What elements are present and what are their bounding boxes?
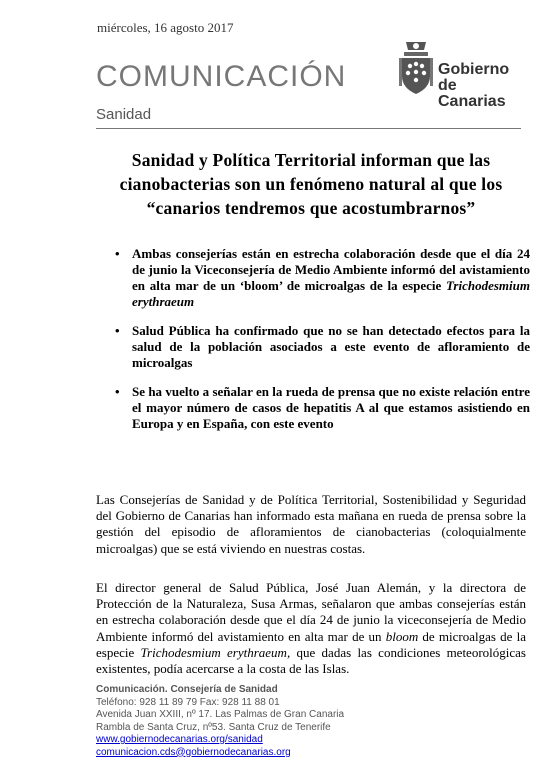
- bullet-dot-icon: •: [115, 384, 120, 399]
- footer-address-2: Rambla de Santa Cruz, nº53. Santa Cruz de Tenerife: [96, 721, 331, 733]
- paragraph-text-mid: de microalgas de la especie: [96, 628, 526, 660]
- footer-address-1: Avenida Juan XXIII, nº 17. Las Palmas de Gran Canaria: [96, 709, 345, 720]
- paragraph-text: Las Consejerías de Sanidad y de Política Territorial, Sostenibilidad y Seguridad del Gobierno de Canarias han informado esta mañana en rueda de prensa sobre la gestión del episodio de afloramientos de cianobacterias (coloquialmente microalgas) que se está viviendo en nuestras costas.: [96, 492, 526, 556]
- logo-line-1: Gobierno: [438, 61, 510, 78]
- bullet-text: Ambas consejerías están en estrecha colaboración desde que el día 24 de junio la Viceconsejería de Medio Ambiente informó del avistamiento en alta mar de un ‘bloom’ de microalgas de la especie: [132, 246, 530, 293]
- logo-line-2: de Canarias: [438, 77, 506, 110]
- paragraph-italic: bloom: [385, 628, 419, 644]
- page-title: COMUNICACIÓN: [96, 60, 347, 93]
- paragraph-2: [96, 580, 526, 677]
- bullet-item: [112, 246, 530, 310]
- website-link[interactable]: www.gobiernodecanarias.org/sanidad: [96, 734, 263, 745]
- headline: Sanidad y Política Territorial informan que las cianobacterias son un fenómeno natural al que los “canarios tendremos que acostumbrarnos”: [119, 150, 503, 218]
- coat-of-arms-icon: [398, 40, 434, 98]
- date: miércoles, 16 agosto 2017: [97, 20, 234, 35]
- paragraph-text: El director general de Salud Pública, José Juan Alemán, y la directora de Protección de la Naturaleza, Susa Armas, señalaron que ambas consejerías están en estrecha colaboración desde que el día 24 de junio la viceconsejería de Medio Ambiente informó del avistamiento en alta mar de un: [96, 580, 526, 644]
- paragraph-text-end: que dadas las condiciones meteorológicas existentes, podía acercarse a la costa de las Islas.: [96, 644, 526, 677]
- bullet-list: [112, 246, 530, 445]
- section-label: Sanidad: [96, 106, 152, 123]
- email-link[interactable]: comunicacion.cds@gobiernodecanarias.org: [96, 746, 291, 758]
- footer-org: Comunicación. Consejería de Sanidad: [96, 684, 278, 695]
- logo-text: [438, 62, 528, 110]
- bullet-item: [112, 384, 530, 432]
- bullet-dot-icon: •: [115, 323, 120, 338]
- bullet-text: Salud Pública ha confirmado que no se han detectado efectos para la salud de la población asociados a este evento de afloramiento de microalgas: [132, 323, 530, 370]
- bullet-dot-icon: •: [115, 246, 120, 261]
- header-rule: [96, 128, 521, 129]
- footer-phone: Teléfono: 928 11 89 79 Fax: 928 11 88 01: [96, 696, 280, 708]
- bullet-item: [112, 323, 530, 371]
- gobierno-logo: [398, 40, 528, 110]
- bullet-text: Se ha vuelto a señalar en la rueda de prensa que no existe relación entre el mayor número de casos de hepatitis A al que estamos asistiendo en Europa y en España, con este evento: [132, 384, 530, 431]
- paragraph-1: [96, 492, 526, 557]
- bullet-italic: Trichodesmium erythraeum: [132, 278, 530, 309]
- footer-contact: [96, 684, 344, 759]
- species-italic: Trichodesmium erythraeum,: [140, 644, 291, 660]
